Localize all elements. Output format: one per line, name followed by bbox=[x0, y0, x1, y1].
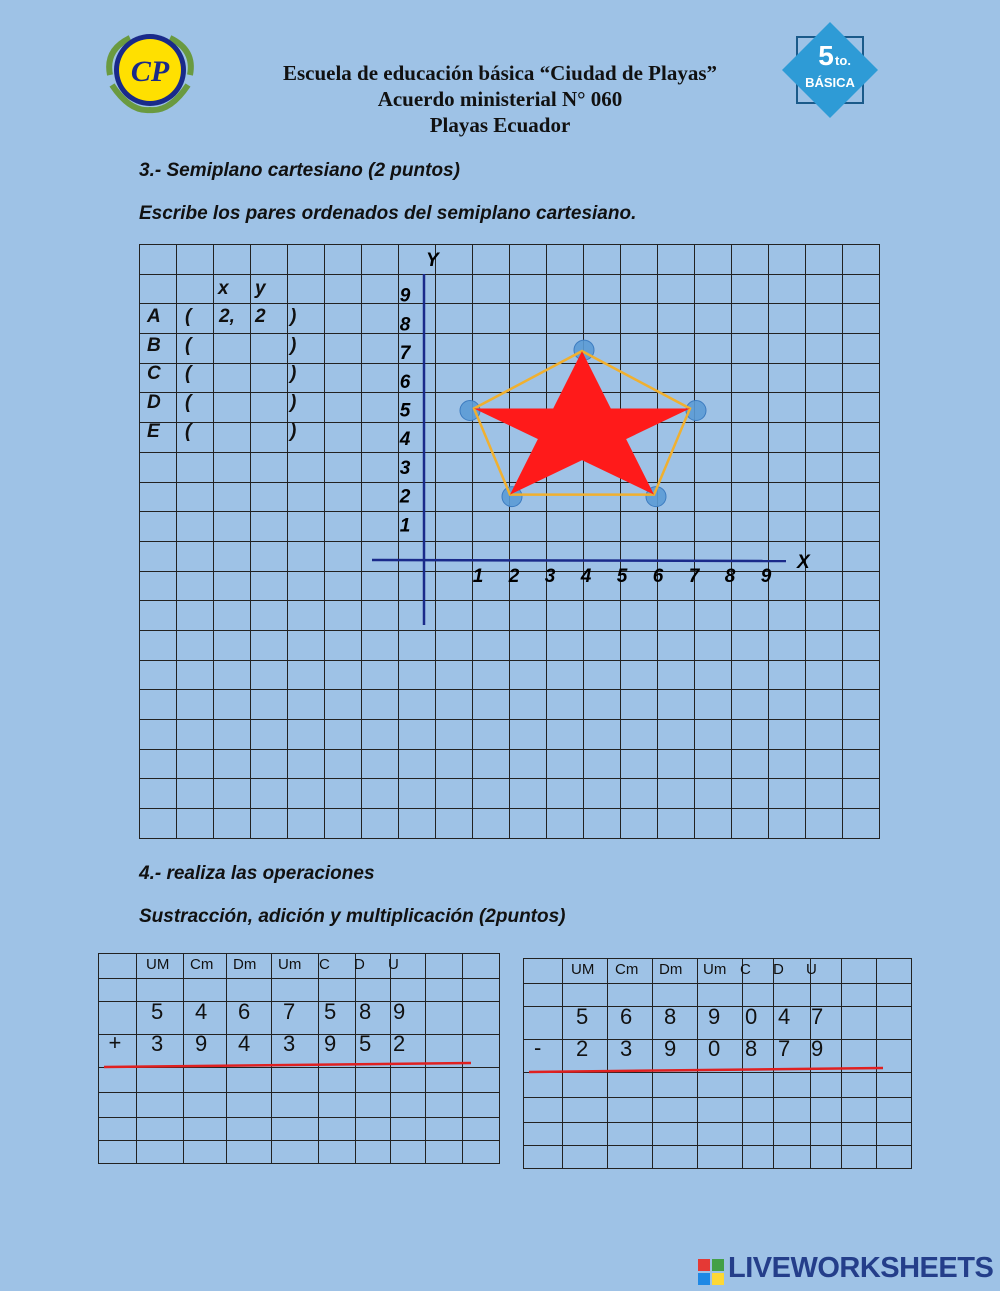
section4-subtitle: Sustracción, adición y multiplicación (2puntos) bbox=[139, 906, 566, 927]
bottom-digit: 3 bbox=[620, 1036, 633, 1061]
operation-cell[interactable] bbox=[811, 1123, 842, 1146]
badge-number: 5 bbox=[818, 40, 834, 71]
header-x: x bbox=[218, 278, 229, 299]
top-digit: 7 bbox=[811, 1004, 824, 1029]
y-tick-label: 3 bbox=[399, 457, 411, 479]
section3-title: 3.- Semiplano cartesiano (2 puntos) bbox=[139, 160, 460, 181]
grid-cell bbox=[769, 749, 806, 779]
grid-cell bbox=[473, 720, 510, 750]
grid-cell bbox=[658, 720, 695, 750]
grid-cell bbox=[473, 779, 510, 809]
grid-cell bbox=[769, 779, 806, 809]
grid-cell bbox=[177, 720, 214, 750]
operation-cell[interactable] bbox=[774, 1146, 811, 1169]
bottom-digit: 5 bbox=[359, 1031, 372, 1056]
place-value-header: UM bbox=[146, 956, 170, 973]
operation-cell[interactable] bbox=[99, 1093, 137, 1118]
grid-cell bbox=[288, 720, 325, 750]
x-tick-label: 9 bbox=[760, 566, 772, 587]
grid-cell bbox=[695, 720, 732, 750]
grid-cell bbox=[732, 720, 769, 750]
operation-cell[interactable] bbox=[227, 1141, 272, 1164]
grid-cell bbox=[806, 809, 843, 839]
operation-cell[interactable] bbox=[319, 1068, 356, 1093]
place-value-header: D bbox=[773, 961, 784, 978]
grid-cell bbox=[584, 720, 621, 750]
grid-cell bbox=[621, 749, 658, 779]
place-value-header: Dm bbox=[233, 956, 257, 973]
y-tick-label: 7 bbox=[399, 343, 411, 365]
pair-open: ( bbox=[185, 334, 192, 356]
operation-cell[interactable] bbox=[842, 1073, 877, 1098]
top-digit: 5 bbox=[576, 1004, 589, 1029]
pair-open: ( bbox=[185, 392, 192, 414]
place-value-header: Cm bbox=[190, 956, 214, 973]
operation-cell[interactable] bbox=[811, 1146, 842, 1169]
operation-cell[interactable] bbox=[426, 1118, 463, 1141]
operation-cell[interactable] bbox=[877, 984, 912, 1007]
grid-cell bbox=[325, 720, 362, 750]
operation-cell[interactable] bbox=[391, 1141, 426, 1164]
place-value-header: C bbox=[740, 961, 751, 978]
operation-cell[interactable] bbox=[463, 1093, 500, 1118]
x-tick-labels bbox=[473, 566, 772, 587]
place-value-header: Dm bbox=[659, 961, 683, 978]
operation-cell[interactable] bbox=[877, 959, 912, 984]
grid-cell bbox=[251, 779, 288, 809]
operation-cell[interactable] bbox=[272, 1118, 319, 1141]
bottom-digit: 4 bbox=[238, 1031, 251, 1056]
operation-cell[interactable] bbox=[356, 1068, 391, 1093]
operation-cell[interactable] bbox=[774, 1073, 811, 1098]
school-name: Escuela de educación básica “Ciudad de Playas” bbox=[282, 61, 718, 85]
y-tick-labels bbox=[399, 286, 412, 537]
pair-close: ) bbox=[290, 334, 297, 356]
grid-cell bbox=[547, 779, 584, 809]
operation-cell[interactable] bbox=[426, 1035, 463, 1068]
pair-open: ( bbox=[185, 363, 192, 385]
grid-cell bbox=[288, 779, 325, 809]
operation-cell[interactable] bbox=[563, 1073, 608, 1098]
operation-cell[interactable] bbox=[608, 1098, 653, 1123]
operation-cell[interactable] bbox=[774, 1123, 811, 1146]
grid-cell bbox=[621, 779, 658, 809]
operation-cell[interactable] bbox=[877, 1073, 912, 1098]
grid-cell bbox=[399, 809, 436, 839]
top-digit: 9 bbox=[708, 1004, 721, 1029]
grid-cell bbox=[695, 779, 732, 809]
operation-cell[interactable] bbox=[877, 1098, 912, 1123]
operation-cell[interactable] bbox=[842, 1098, 877, 1123]
grid-cell bbox=[436, 809, 473, 839]
y-tick-label: 6 bbox=[399, 371, 411, 393]
grid-cell bbox=[214, 779, 251, 809]
y-tick-label: 1 bbox=[399, 515, 411, 537]
operation-cell[interactable] bbox=[272, 1141, 319, 1164]
grid-cell bbox=[658, 749, 695, 779]
operation-cell[interactable] bbox=[524, 1040, 563, 1073]
grid-cell bbox=[140, 779, 177, 809]
grid-cell bbox=[510, 749, 547, 779]
grid-cell bbox=[399, 720, 436, 750]
operation-cell[interactable] bbox=[319, 1118, 356, 1141]
operation-cell[interactable] bbox=[272, 1068, 319, 1093]
grid-cell bbox=[399, 749, 436, 779]
grid-cell bbox=[436, 720, 473, 750]
grid-cell bbox=[436, 749, 473, 779]
operation-cell[interactable] bbox=[227, 1068, 272, 1093]
grid-cell bbox=[288, 809, 325, 839]
operation-cell[interactable] bbox=[743, 1123, 774, 1146]
grid-cell bbox=[214, 720, 251, 750]
grid-cell bbox=[658, 779, 695, 809]
operation-cell[interactable] bbox=[356, 1141, 391, 1164]
operation-cell[interactable] bbox=[356, 1093, 391, 1118]
y-tick-label: 5 bbox=[399, 400, 411, 422]
grid-cell bbox=[547, 749, 584, 779]
operation-cell[interactable] bbox=[608, 1146, 653, 1169]
grid-cell bbox=[584, 779, 621, 809]
grid-cell bbox=[251, 749, 288, 779]
operation-cell[interactable] bbox=[563, 1123, 608, 1146]
operation-cell[interactable] bbox=[698, 1146, 743, 1169]
x-tick-label: 7 bbox=[688, 566, 700, 587]
grid-cell bbox=[621, 720, 658, 750]
operation-cell[interactable] bbox=[184, 1118, 227, 1141]
operation-cell[interactable] bbox=[99, 1141, 137, 1164]
top-digit: 8 bbox=[664, 1004, 677, 1029]
grid-cell bbox=[806, 749, 843, 779]
grid-cell bbox=[473, 749, 510, 779]
x-tick-label: 2 bbox=[508, 566, 520, 587]
x-axis bbox=[372, 560, 786, 561]
operation-cell[interactable] bbox=[426, 1093, 463, 1118]
x-tick-label: 3 bbox=[544, 566, 556, 587]
grid-cell bbox=[547, 809, 584, 839]
operation-cell[interactable] bbox=[608, 1073, 653, 1098]
operation-cell[interactable] bbox=[842, 984, 877, 1007]
operation-cell[interactable] bbox=[811, 1073, 842, 1098]
star-figure bbox=[460, 340, 706, 507]
pair-label: C bbox=[147, 363, 161, 385]
section3-instruction: Escribe los pares ordenados del semiplano cartesiano. bbox=[139, 203, 637, 224]
place-value-header: UM bbox=[571, 961, 595, 978]
red-star bbox=[474, 351, 690, 495]
grid-cell bbox=[362, 809, 399, 839]
x-tick-label: 8 bbox=[724, 566, 736, 587]
grid-cell bbox=[658, 809, 695, 839]
operation-cell[interactable] bbox=[698, 1123, 743, 1146]
grid-cell bbox=[362, 749, 399, 779]
pair-x[interactable]: 2, bbox=[219, 306, 235, 327]
operation-cell[interactable] bbox=[563, 1146, 608, 1169]
grid-cell bbox=[140, 720, 177, 750]
top-digit: 9 bbox=[393, 999, 406, 1024]
operation-cell[interactable] bbox=[743, 1098, 774, 1123]
operation-cell[interactable] bbox=[463, 1002, 500, 1035]
x-axis-label: X bbox=[797, 552, 810, 573]
grid-cell bbox=[325, 749, 362, 779]
operation-cell[interactable] bbox=[137, 1141, 184, 1164]
grid-cell bbox=[214, 749, 251, 779]
grid-cell bbox=[177, 749, 214, 779]
grid-cell bbox=[843, 779, 880, 809]
y-tick-label: 8 bbox=[399, 314, 411, 336]
grid-cell bbox=[695, 809, 732, 839]
place-value-header: U bbox=[388, 956, 399, 973]
operation-cell[interactable] bbox=[842, 1123, 877, 1146]
operation-cell[interactable] bbox=[426, 1141, 463, 1164]
operation-cell[interactable] bbox=[99, 954, 137, 979]
grid-cell bbox=[473, 809, 510, 839]
grid-cell bbox=[769, 720, 806, 750]
pair-close: ) bbox=[290, 306, 297, 327]
operation-cell[interactable] bbox=[698, 1098, 743, 1123]
operation-cell[interactable] bbox=[137, 1118, 184, 1141]
operation-cell[interactable] bbox=[524, 1123, 563, 1146]
top-digit: 4 bbox=[195, 999, 208, 1024]
operation-cell[interactable] bbox=[137, 1068, 184, 1093]
top-digit: 6 bbox=[620, 1004, 633, 1029]
operation-cell[interactable] bbox=[842, 959, 877, 984]
grid-cell bbox=[251, 720, 288, 750]
top-digit: 6 bbox=[238, 999, 251, 1024]
agreement-number: Acuerdo ministerial N° 060 bbox=[377, 87, 623, 111]
operation-cell[interactable] bbox=[653, 1146, 698, 1169]
operation-cell[interactable] bbox=[743, 1073, 774, 1098]
subtraction-operator: - bbox=[534, 1035, 542, 1060]
operation-cell[interactable] bbox=[842, 1007, 877, 1040]
pair-close: ) bbox=[290, 392, 297, 414]
operation-cell[interactable] bbox=[227, 1093, 272, 1118]
bottom-digit: 0 bbox=[708, 1036, 721, 1061]
operation-cell[interactable] bbox=[524, 1098, 563, 1123]
pair-open: ( bbox=[185, 420, 192, 442]
operation-cell[interactable] bbox=[426, 979, 463, 1002]
grid-cell bbox=[436, 779, 473, 809]
x-tick-label: 5 bbox=[616, 566, 628, 587]
grid-cell bbox=[547, 720, 584, 750]
operation-cell[interactable] bbox=[319, 1141, 356, 1164]
operation-cell[interactable] bbox=[463, 954, 500, 979]
grid-cell bbox=[362, 720, 399, 750]
operation-cell[interactable] bbox=[811, 1098, 842, 1123]
grid-cell bbox=[288, 749, 325, 779]
grid-cell bbox=[843, 720, 880, 750]
pair-label: A bbox=[147, 306, 161, 327]
operation-cell[interactable] bbox=[463, 1118, 500, 1141]
operation-cell[interactable] bbox=[877, 1123, 912, 1146]
operation-cell[interactable] bbox=[524, 1073, 563, 1098]
operation-cell[interactable] bbox=[272, 1093, 319, 1118]
grid-cell bbox=[510, 779, 547, 809]
logo-text: CP bbox=[130, 55, 170, 88]
pair-label: D bbox=[147, 392, 161, 414]
grid-cell bbox=[732, 749, 769, 779]
operation-cell[interactable] bbox=[653, 1073, 698, 1098]
operation-cell[interactable] bbox=[137, 1093, 184, 1118]
operation-cell[interactable] bbox=[877, 1007, 912, 1040]
grid-cell bbox=[843, 749, 880, 779]
operation-cell[interactable] bbox=[743, 1146, 774, 1169]
grid-cell bbox=[695, 749, 732, 779]
addition-operator: + bbox=[108, 1030, 122, 1055]
grid-cell bbox=[806, 720, 843, 750]
operation-cell[interactable] bbox=[184, 1068, 227, 1093]
pair-close: ) bbox=[290, 420, 297, 442]
operation-cell[interactable] bbox=[524, 1007, 563, 1040]
badge-label: BÁSICA bbox=[805, 75, 855, 90]
operation-cell[interactable] bbox=[653, 1098, 698, 1123]
operation-cell[interactable] bbox=[426, 1068, 463, 1093]
operation-cell[interactable] bbox=[99, 979, 137, 1002]
operation-grid bbox=[98, 953, 500, 1164]
operation-cell[interactable] bbox=[842, 1040, 877, 1073]
operation-cell[interactable] bbox=[184, 1093, 227, 1118]
bottom-digit: 7 bbox=[778, 1036, 791, 1061]
operation-cell[interactable] bbox=[356, 1118, 391, 1141]
grid-cell bbox=[732, 809, 769, 839]
grid-cell bbox=[621, 809, 658, 839]
y-tick-label: 9 bbox=[399, 285, 411, 307]
watermark-text: LIVEWORKSHEETS bbox=[728, 1252, 994, 1284]
grid-cell bbox=[510, 720, 547, 750]
pair-close: ) bbox=[290, 363, 297, 385]
liveworksheets-logo-icon bbox=[698, 1259, 724, 1285]
place-value-header: D bbox=[354, 956, 365, 973]
top-digit: 7 bbox=[283, 999, 296, 1024]
operation-cell[interactable] bbox=[319, 1093, 356, 1118]
grid-cell bbox=[806, 779, 843, 809]
top-digit: 8 bbox=[359, 999, 372, 1024]
place-value-header: Um bbox=[703, 961, 727, 978]
y-axis-label: Y bbox=[426, 250, 439, 271]
grid-cell bbox=[362, 779, 399, 809]
y-tick-label: 4 bbox=[399, 429, 411, 451]
top-digit: 5 bbox=[151, 999, 164, 1024]
bottom-digit: 2 bbox=[576, 1036, 589, 1061]
operation-cell[interactable] bbox=[99, 1118, 137, 1141]
bottom-digit: 9 bbox=[811, 1036, 824, 1061]
grid-cell bbox=[769, 809, 806, 839]
top-digit: 5 bbox=[324, 999, 337, 1024]
grid-cell bbox=[177, 779, 214, 809]
pair-label: E bbox=[147, 420, 160, 442]
y-tick-label: 2 bbox=[399, 486, 411, 508]
bottom-digit: 9 bbox=[324, 1031, 337, 1056]
grid-cell bbox=[140, 809, 177, 839]
operation-cell[interactable] bbox=[774, 1098, 811, 1123]
operation-cell[interactable] bbox=[877, 1040, 912, 1073]
pair-y[interactable]: 2 bbox=[255, 306, 266, 327]
operation-cell[interactable] bbox=[463, 1035, 500, 1068]
bottom-digit: 2 bbox=[393, 1031, 406, 1056]
place-value-header: C bbox=[319, 956, 330, 973]
grid-cell bbox=[843, 809, 880, 839]
x-tick-label: 1 bbox=[472, 566, 484, 587]
operation-grid bbox=[523, 958, 912, 1169]
pair-open: ( bbox=[185, 306, 192, 327]
operation-cell[interactable] bbox=[842, 1146, 877, 1169]
grid-cell bbox=[584, 749, 621, 779]
grid-cell bbox=[584, 809, 621, 839]
operation-cell[interactable] bbox=[463, 1141, 500, 1164]
grid-cell bbox=[140, 749, 177, 779]
x-tick-label: 6 bbox=[652, 566, 664, 587]
operation-cell[interactable] bbox=[524, 1146, 563, 1169]
bottom-digit: 9 bbox=[195, 1031, 208, 1056]
operation-cell[interactable] bbox=[608, 1123, 653, 1146]
operation-cell[interactable] bbox=[426, 1002, 463, 1035]
grid-cell bbox=[399, 779, 436, 809]
header-y: y bbox=[255, 278, 266, 299]
operation-cell[interactable] bbox=[227, 1118, 272, 1141]
operation-cell[interactable] bbox=[391, 1118, 426, 1141]
grid-cell bbox=[177, 809, 214, 839]
operation-cell[interactable] bbox=[877, 1146, 912, 1169]
grid-cell bbox=[325, 779, 362, 809]
bottom-digit: 8 bbox=[745, 1036, 758, 1061]
operation-cell[interactable] bbox=[463, 979, 500, 1002]
pair-label: B bbox=[147, 334, 161, 356]
bottom-digit: 3 bbox=[151, 1031, 164, 1056]
place-value-header: Cm bbox=[615, 961, 639, 978]
school-location: Playas Ecuador bbox=[429, 113, 571, 137]
grid-cell bbox=[732, 779, 769, 809]
operation-cell[interactable] bbox=[698, 1073, 743, 1098]
operation-cell[interactable] bbox=[653, 1123, 698, 1146]
operation-cell[interactable] bbox=[524, 959, 563, 984]
operation-cell[interactable] bbox=[391, 1068, 426, 1093]
bottom-digit: 9 bbox=[664, 1036, 677, 1061]
top-digit: 4 bbox=[778, 1004, 791, 1029]
operation-cell[interactable] bbox=[184, 1141, 227, 1164]
operation-cell[interactable] bbox=[99, 1068, 137, 1093]
operation-cell[interactable] bbox=[563, 1098, 608, 1123]
operation-cell[interactable] bbox=[463, 1068, 500, 1093]
grid-cell bbox=[510, 809, 547, 839]
section4-title: 4.- realiza las operaciones bbox=[139, 863, 375, 884]
bottom-digit: 3 bbox=[283, 1031, 296, 1056]
operation-cell[interactable] bbox=[391, 1093, 426, 1118]
place-value-header: U bbox=[806, 961, 817, 978]
place-value-header: Um bbox=[278, 956, 302, 973]
operation-cell[interactable] bbox=[524, 984, 563, 1007]
badge-suffix: to. bbox=[835, 53, 851, 68]
top-digit: 0 bbox=[745, 1004, 758, 1029]
grid-cell bbox=[251, 809, 288, 839]
operation-cell[interactable] bbox=[426, 954, 463, 979]
grid-cell bbox=[214, 809, 251, 839]
x-tick-label: 4 bbox=[580, 566, 592, 587]
grid-cell bbox=[325, 809, 362, 839]
